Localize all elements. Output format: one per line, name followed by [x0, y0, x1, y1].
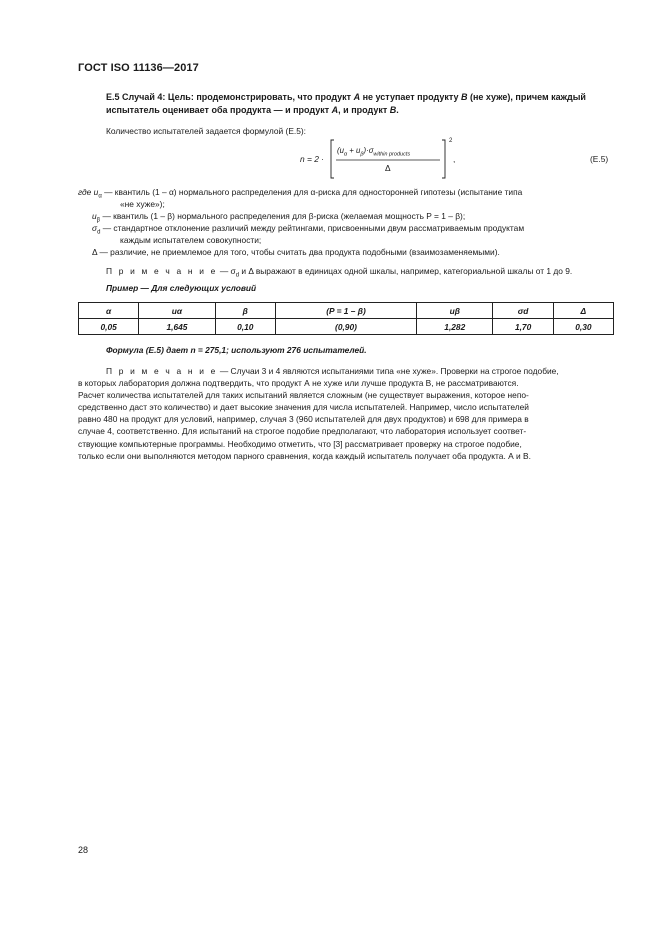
table-header-cell: σd: [493, 303, 553, 319]
intro-paragraph: Количество испытателей задается формулой (Е.5):: [106, 126, 306, 136]
table-row: [79, 319, 614, 335]
table-header-cell: (P = 1 – β): [275, 303, 416, 319]
note-line: Расчет количества испытателей для таких испытаний является сложным (не существует выражения, которое непо-: [78, 390, 529, 401]
note-line: ствующие компьютерные программы. Необходимо отметить, что [3] рассматривает проверку на строгое подобие,: [78, 438, 522, 449]
note-line: средственно даст это количество) и дает высокие значения для числа испытателей. Например, число испытателей: [78, 402, 529, 413]
formula-lhs: n = 2 ·: [300, 154, 324, 164]
table-header-cell: uβ: [417, 303, 493, 319]
example-title: Пример — Для следующих условий: [106, 283, 257, 293]
table-header-row: [79, 303, 614, 319]
definition-delta: Δ — различие, не приемлемое для того, чтобы считать два продукта подобными (взаимозаменяемыми).: [92, 247, 500, 257]
note-units: П р и м е ч а н и е — $\sigma_d$ и Δ выражают в единицах одной шкалы, например, категориальной шкалы от 1 до 9.: [106, 266, 573, 279]
table-header-cell: α: [79, 303, 139, 319]
formula-numerator: $(u_\alpha + u_\beta)\cdot\sigma_{within products}$: [337, 146, 411, 158]
table-cell: 0,30: [553, 319, 613, 335]
table-header-cell: β: [215, 303, 275, 319]
table-header-cell: uα: [139, 303, 215, 319]
formula-e5: [300, 138, 460, 180]
table-cell: 1,70: [493, 319, 553, 335]
note-line: равно 480 на продукт для условий, например, случая 3 (960 испытателей для двух продуктов) и 698 для примера в: [78, 414, 529, 425]
definition-u-alpha-cont: «не хуже»);: [120, 199, 165, 209]
formula-trail: ,: [453, 154, 456, 164]
formula-exponent: 2: [449, 138, 453, 144]
definition-u-beta: $u_\beta$ — квантиль (1 – β) нормального распределения для β-риска (желаемая мощность P = 1 – β);: [92, 211, 466, 224]
conditions-table: [78, 302, 614, 335]
note-line: в которых лаборатория должна подтвердить, что продукт А не хуже или лучше продукта В, не рассматриваются.: [78, 378, 519, 389]
table-cell: 1,282: [417, 319, 493, 335]
note-line: только если они выполняются методом парного сравнения, когда каждый испытатель получает оба продукта. А и В.: [78, 450, 531, 461]
section-heading: Е.5 Случай 4: Цель: продемонстрировать, что продукт А не уступает продукту В (не хуже), причем каждый испытатель оценивает оба продукта — и продукт А, и продукт В.: [106, 92, 586, 115]
formula-result: Формула (Е.5) дает n = 275,1; используют 276 испытателей.: [106, 345, 367, 355]
document-header: ГОСТ ISO 11136—2017: [78, 62, 199, 74]
table-header-cell: Δ: [553, 303, 613, 319]
note-line: П р и м е ч а н и е — Случаи 3 и 4 являются испытаниями типа «не хуже». Проверки на строгое подобие,: [106, 366, 559, 376]
definition-sigma-d: $\sigma_d$ — стандартное отклонение различий между рейтингами, присвоенными двум рассматриваемым продуктам: [92, 223, 525, 236]
table-cell: 1,645: [139, 319, 215, 335]
formula-bracket: [330, 138, 453, 182]
definition-sigma-d-cont: каждым испытателем совокупности;: [120, 235, 262, 245]
note-strict-similarity: [78, 365, 614, 462]
definition-u-alpha: где $u_\alpha$ — квантиль (1 – α) нормального распределения для α-риска для односторонней гипотезы (испытание типа: [78, 187, 523, 200]
note-line: случае 4, соответственно. Для испытаний на строгое подобие предполагают, что лаборатория использует соответ-: [78, 426, 527, 437]
page-number: 28: [78, 845, 89, 855]
formula-denominator: Δ: [385, 163, 391, 173]
table-cell: (0,90): [275, 319, 416, 335]
formula-number: (Е.5): [590, 154, 609, 164]
table-cell: 0,10: [215, 319, 275, 335]
table-cell: 0,05: [79, 319, 139, 335]
